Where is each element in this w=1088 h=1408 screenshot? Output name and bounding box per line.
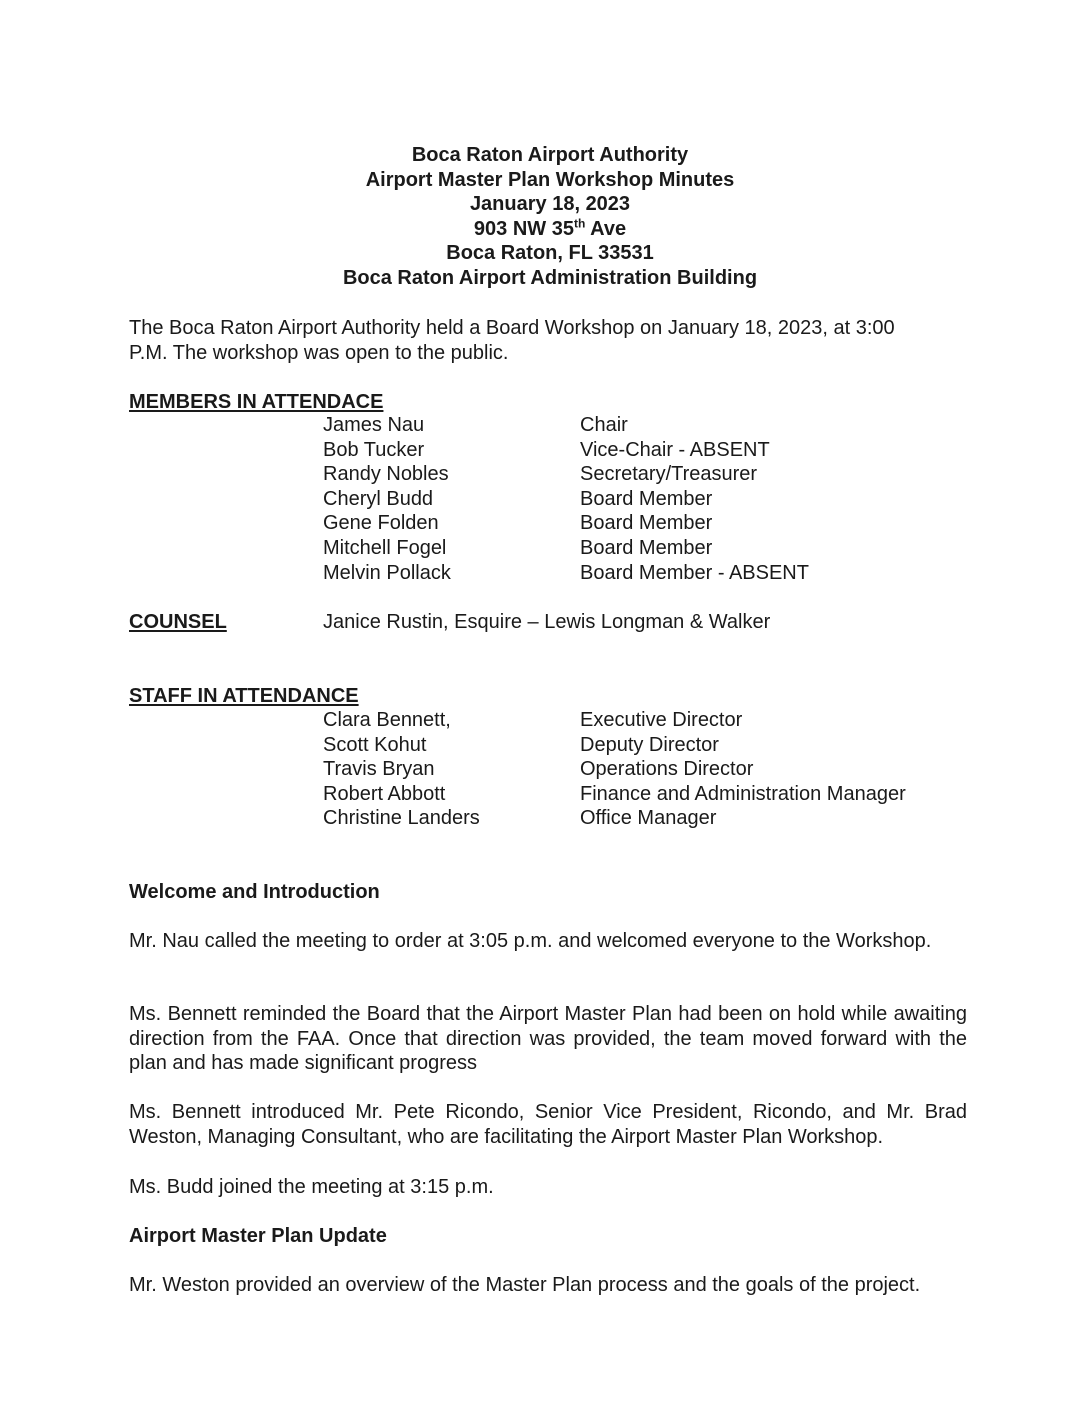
meeting-date: January 18, 2023 (469, 193, 631, 216)
member-role: Board Member (580, 536, 713, 559)
staff-role: Office Manager (580, 807, 717, 830)
staff-role: Executive Director (580, 709, 743, 731)
staff-role: Finance and Administration Manager (580, 782, 906, 805)
intro-line-1: The Boca Raton Airport Authority held a Board Workshop on January 18, 2023, at 3:00 (129, 317, 895, 339)
member-role: Board Member (580, 487, 713, 510)
staff-role: Operations Director (580, 758, 754, 781)
staff-name: Scott Kohut (323, 733, 427, 756)
update-paragraph-1: Mr. Weston provided an overview of the Master Plan process and the goals of the project. (129, 1274, 921, 1296)
member-role: Board Member - ABSENT (580, 561, 809, 584)
staff-row (0, 806, 1088, 831)
welcome-paragraph-4: Ms. Budd joined the meeting at 3:15 p.m. (129, 1176, 494, 1198)
welcome-paragraph-1: Mr. Nau called the meeting to order at 3:05 p.m. and welcomed everyone to the Workshop. (129, 930, 932, 952)
member-name: Mitchell Fogel (323, 536, 447, 559)
member-name: Bob Tucker (323, 438, 425, 461)
staff-row (0, 733, 1088, 758)
member-role: Secretary/Treasurer (580, 463, 758, 486)
member-row (0, 536, 1088, 561)
document-title: Airport Master Plan Workshop Minutes (365, 168, 735, 191)
member-row (0, 438, 1088, 463)
staff-name: Christine Landers (323, 807, 480, 830)
staff-heading: STAFF IN ATTENDANCE (129, 685, 359, 707)
members-list (0, 413, 1088, 585)
welcome-heading: Welcome and Introduction (129, 881, 380, 903)
member-role: Board Member (580, 512, 713, 535)
staff-list (0, 708, 1088, 831)
member-role: Chair (580, 414, 628, 436)
member-row (0, 561, 1088, 586)
members-heading: MEMBERS IN ATTENDACE (129, 391, 384, 413)
address-ordinal: th (573, 216, 586, 231)
member-name: James Nau (323, 414, 425, 436)
member-name: Cheryl Budd (323, 487, 434, 510)
staff-row (0, 782, 1088, 807)
welcome-paragraph-2: Ms. Bennett reminded the Board that the Airport Master Plan had been on hold while awaiting direction from the FAA. Once that direction was provided, the team moved forward with the plan and has made significant progress (129, 1003, 967, 1075)
staff-name: Robert Abbott (323, 782, 446, 805)
staff-row (0, 757, 1088, 782)
welcome-paragraph-3: Ms. Bennett introduced Mr. Pete Ricondo, Senior Vice President, Ricondo, and Mr. Brad Weston, Managing Consultant, who are facilitating the Airport Master Plan Workshop. (129, 1101, 967, 1148)
member-name: Randy Nobles (323, 463, 449, 486)
city-state-zip: Boca Raton, FL 33531 (446, 242, 654, 265)
counsel-heading: COUNSEL (129, 611, 227, 633)
organization-name: Boca Raton Airport Authority (411, 144, 689, 166)
member-row (0, 511, 1088, 536)
staff-name: Clara Bennett, (323, 709, 451, 731)
member-name: Melvin Pollack (323, 561, 451, 584)
member-row (0, 487, 1088, 512)
street-address (0, 217, 1088, 242)
staff-name: Travis Bryan (323, 758, 435, 781)
staff-row (0, 708, 1088, 733)
intro-line-2: P.M. The workshop was open to the public. (129, 342, 509, 364)
staff-role: Deputy Director (580, 733, 719, 756)
counsel-name: Janice Rustin, Esquire – Lewis Longman & Walker (323, 611, 771, 633)
member-row (0, 462, 1088, 487)
member-role: Vice-Chair - ABSENT (580, 438, 770, 461)
document-header (0, 143, 1088, 291)
building-name: Boca Raton Airport Administration Building (342, 266, 758, 289)
member-row (0, 413, 1088, 438)
update-heading: Airport Master Plan Update (129, 1225, 387, 1247)
address-suffix: Ave (585, 217, 627, 240)
address-prefix: 903 NW 35 (473, 217, 574, 240)
member-name: Gene Folden (323, 512, 439, 535)
